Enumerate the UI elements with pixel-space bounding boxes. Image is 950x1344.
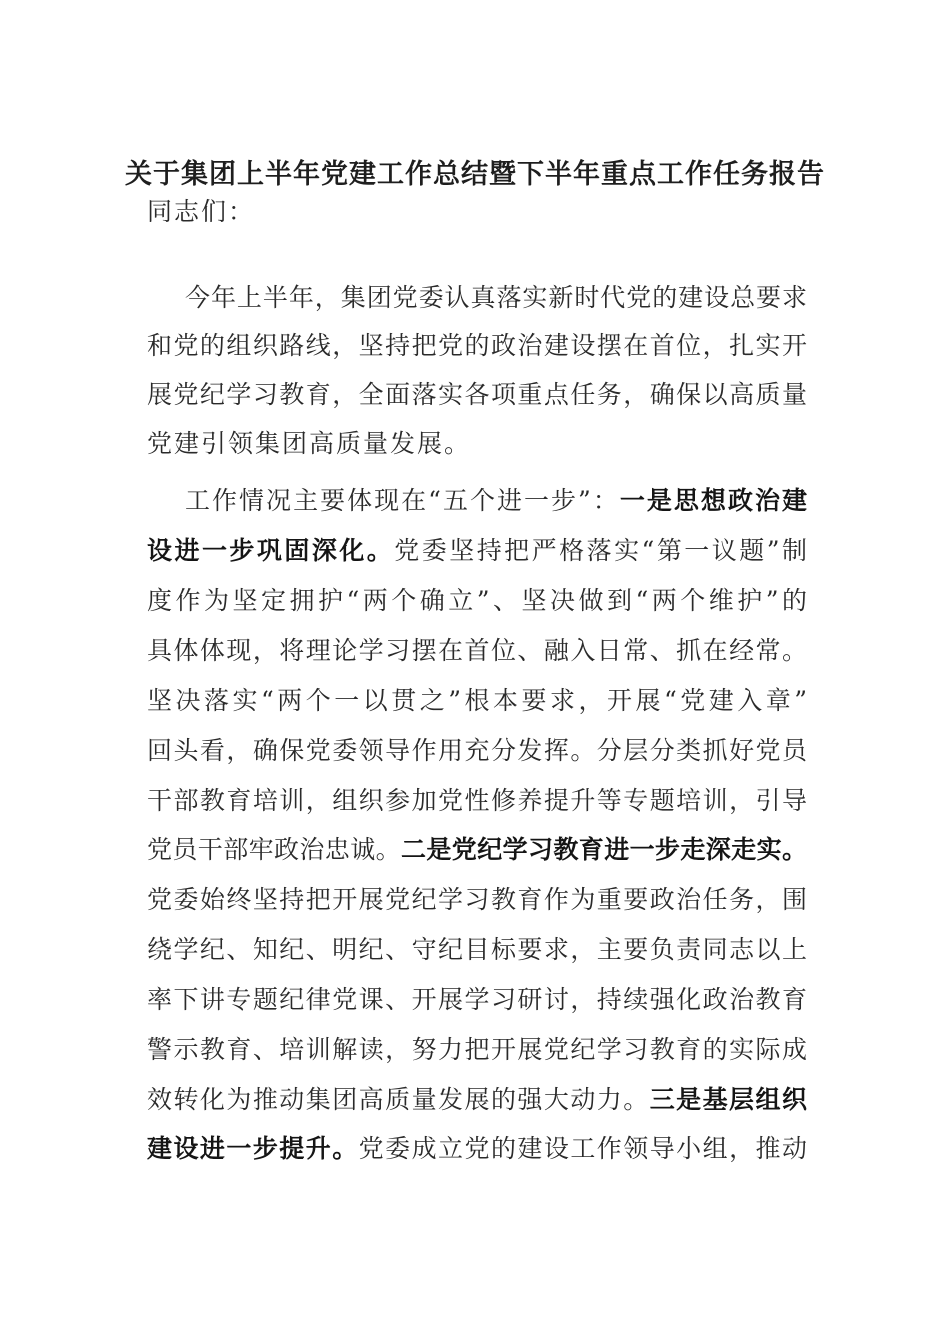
paragraph-2-line-5: [147, 681, 807, 721]
paragraph-2-line-8: [147, 830, 807, 870]
document-title: 关于集团上半年党建工作总结暨下半年重点工作任务报告: [125, 159, 825, 190]
bold-heading-segment: 设进一步巩固深化。: [147, 536, 395, 565]
text-segment: 度作为坚定拥护“两个确立”、坚决做到“两个维护”的: [147, 586, 807, 615]
text-segment: 效转化为推动集团高质量发展的强大动力。: [147, 1085, 650, 1114]
paragraph-1-line-1: [185, 278, 807, 318]
bold-heading-segment: 二是党纪学习教育进一步走深走实。: [401, 835, 807, 864]
paragraph-2-line-2: [147, 531, 807, 571]
text-segment: 回头看，确保党委领导作用充分发挥。分层分类抓好党员: [147, 736, 807, 765]
text-segment: 党建引领集团高质量发展。: [147, 429, 472, 458]
text-segment: 党委坚持把严格落实“第一议题”制: [394, 536, 807, 565]
paragraph-1-line-2: [147, 326, 807, 366]
text-segment: 具体体现，将理论学习摆在首位、融入日常、抓在经常。: [147, 636, 807, 665]
bold-heading-segment: 三是基层组织: [649, 1085, 807, 1114]
text-segment: 率下讲专题纪律党课、开展学习研讨，持续强化政治教育: [147, 985, 807, 1014]
paragraph-1-line-3: [147, 375, 807, 415]
paragraph-2-line-13: [147, 1080, 807, 1120]
text-segment: 和党的组织路线，坚持把党的政治建设摆在首位，扎实开: [147, 331, 807, 360]
text-segment: 党员干部牢政治忠诚。: [147, 835, 401, 864]
bold-heading-segment: 建设进一步提升。: [147, 1134, 359, 1163]
paragraph-2-line-7: [147, 781, 807, 821]
paragraph-2-line-9: [147, 880, 807, 920]
greeting: 同志们：: [147, 197, 256, 226]
text-segment: 党委成立党的建设工作领导小组，推动: [358, 1134, 807, 1163]
paragraph-2-line-10: [147, 930, 807, 970]
text-segment: 今年上半年，集团党委认真落实新时代党的建设总要求: [185, 283, 807, 312]
text-segment: 工作情况主要体现在“五个进一步”：: [185, 486, 620, 515]
paragraph-2-line-6: [147, 731, 807, 771]
text-segment: 党委始终坚持把开展党纪学习教育作为重要政治任务，围: [147, 885, 807, 914]
paragraph-1-line-4: [147, 424, 807, 464]
text-segment: 坚决落实“两个一以贯之”根本要求，开展“党建入章”: [147, 686, 807, 715]
text-segment: 绕学纪、知纪、明纪、守纪目标要求，主要负责同志以上: [147, 935, 807, 964]
paragraph-2-line-14: [147, 1129, 807, 1169]
paragraph-2-line-11: [147, 980, 807, 1020]
paragraph-2-line-4: [147, 631, 807, 671]
text-segment: 展党纪学习教育，全面落实各项重点任务，确保以高质量: [147, 380, 807, 409]
text-segment: 干部教育培训，组织参加党性修养提升等专题培训，引导: [147, 786, 807, 815]
paragraph-2-line-3: [147, 581, 807, 621]
paragraph-2-line-1: [185, 481, 807, 521]
paragraph-2-line-12: [147, 1030, 807, 1070]
text-segment: 警示教育、培训解读，努力把开展党纪学习教育的实际成: [147, 1035, 807, 1064]
bold-heading-segment: 一是思想政治建: [619, 486, 807, 515]
